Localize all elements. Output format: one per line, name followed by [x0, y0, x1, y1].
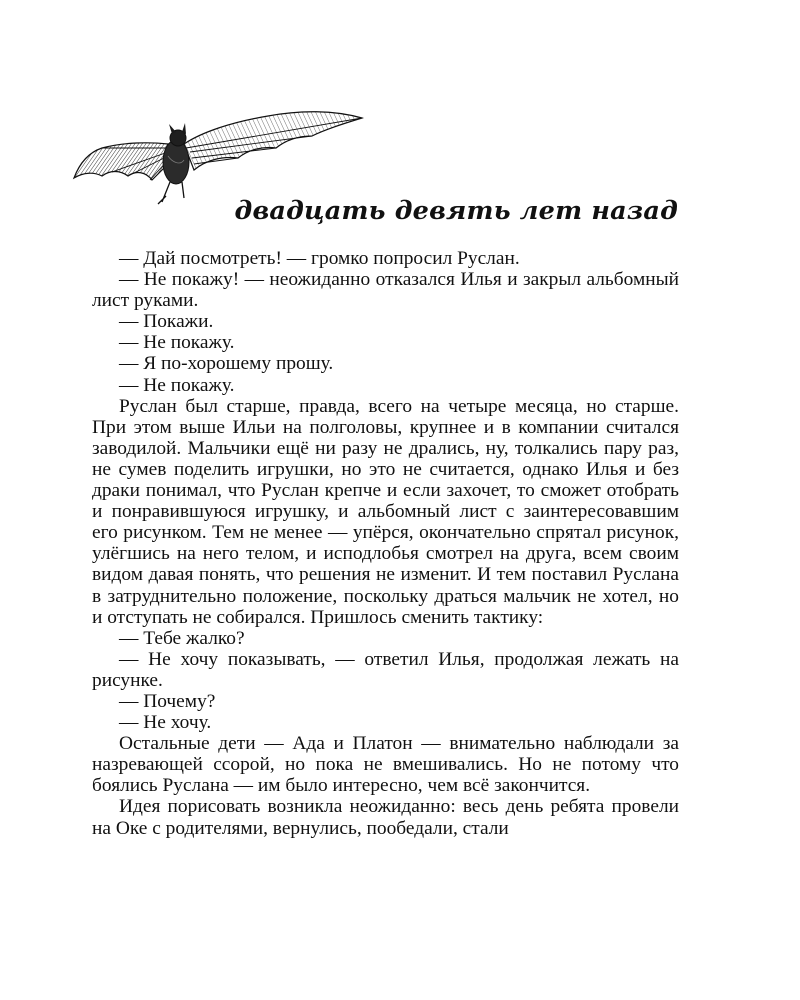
bat-illustration-icon — [72, 92, 364, 210]
paragraph: Идея порисовать возникла неожиданно: весь день ребята провели на Оке с родителями, вернулись, пообедали, стали — [92, 796, 679, 839]
chapter-title: двадцать девять лет назад — [234, 196, 678, 226]
paragraph: — Покажи. — [119, 311, 214, 333]
paragraph: — Не покажу! — неожиданно отказался Илья и закрыл альбомный лист руками. — [92, 269, 679, 312]
paragraph: Руслан был старше, правда, всего на четыре месяца, но старше. При этом выше Ильи на полголовы, крупнее и в компании считался заводилой. Мальчики ещё ни разу не дрались, ну, толкались пару раз, не сумев поделить игрушки, но это не считается, однако Илья и без драки понимал, что Руслан крепче и если захочет, то сможет отобрать и понравившуюся игрушку, и альбомный лист с заинтересовавшим его рисунком. Тем не менее — упёрся, окончательно спрятал рисунок, улёгшись на него телом, и исподлобья смотрел на друга, всем своим видом давая понять, что решения не изменит. И тем поставил Руслана в затруднительно положение, поскольку драться мальчик не хотел, но и отступать не собирался. Пришлось сменить тактику: — [92, 395, 679, 628]
paragraph: — Не покажу. — [119, 332, 235, 354]
paragraph: — Не хочу. — [119, 712, 212, 734]
paragraph: — Не покажу. — [119, 374, 235, 396]
paragraph: — Не хочу показывать, — ответил Илья, продолжая лежать на рисунке. — [92, 648, 679, 691]
paragraph: — Тебе жалко? — [119, 627, 245, 649]
paragraph: — Дай посмотреть! — громко попросил Руслан. — [119, 248, 520, 269]
body-text — [92, 248, 679, 839]
paragraph: — Почему? — [119, 690, 216, 712]
paragraph: Остальные дети — Ада и Платон — внимательно наблюдали за назревающей ссорой, но пока не вмешивались. Но не потому что боялись Руслана — им было интересно, чем всё закончится. — [92, 733, 679, 797]
paragraph: — Я по-хорошему прошу. — [119, 353, 334, 375]
